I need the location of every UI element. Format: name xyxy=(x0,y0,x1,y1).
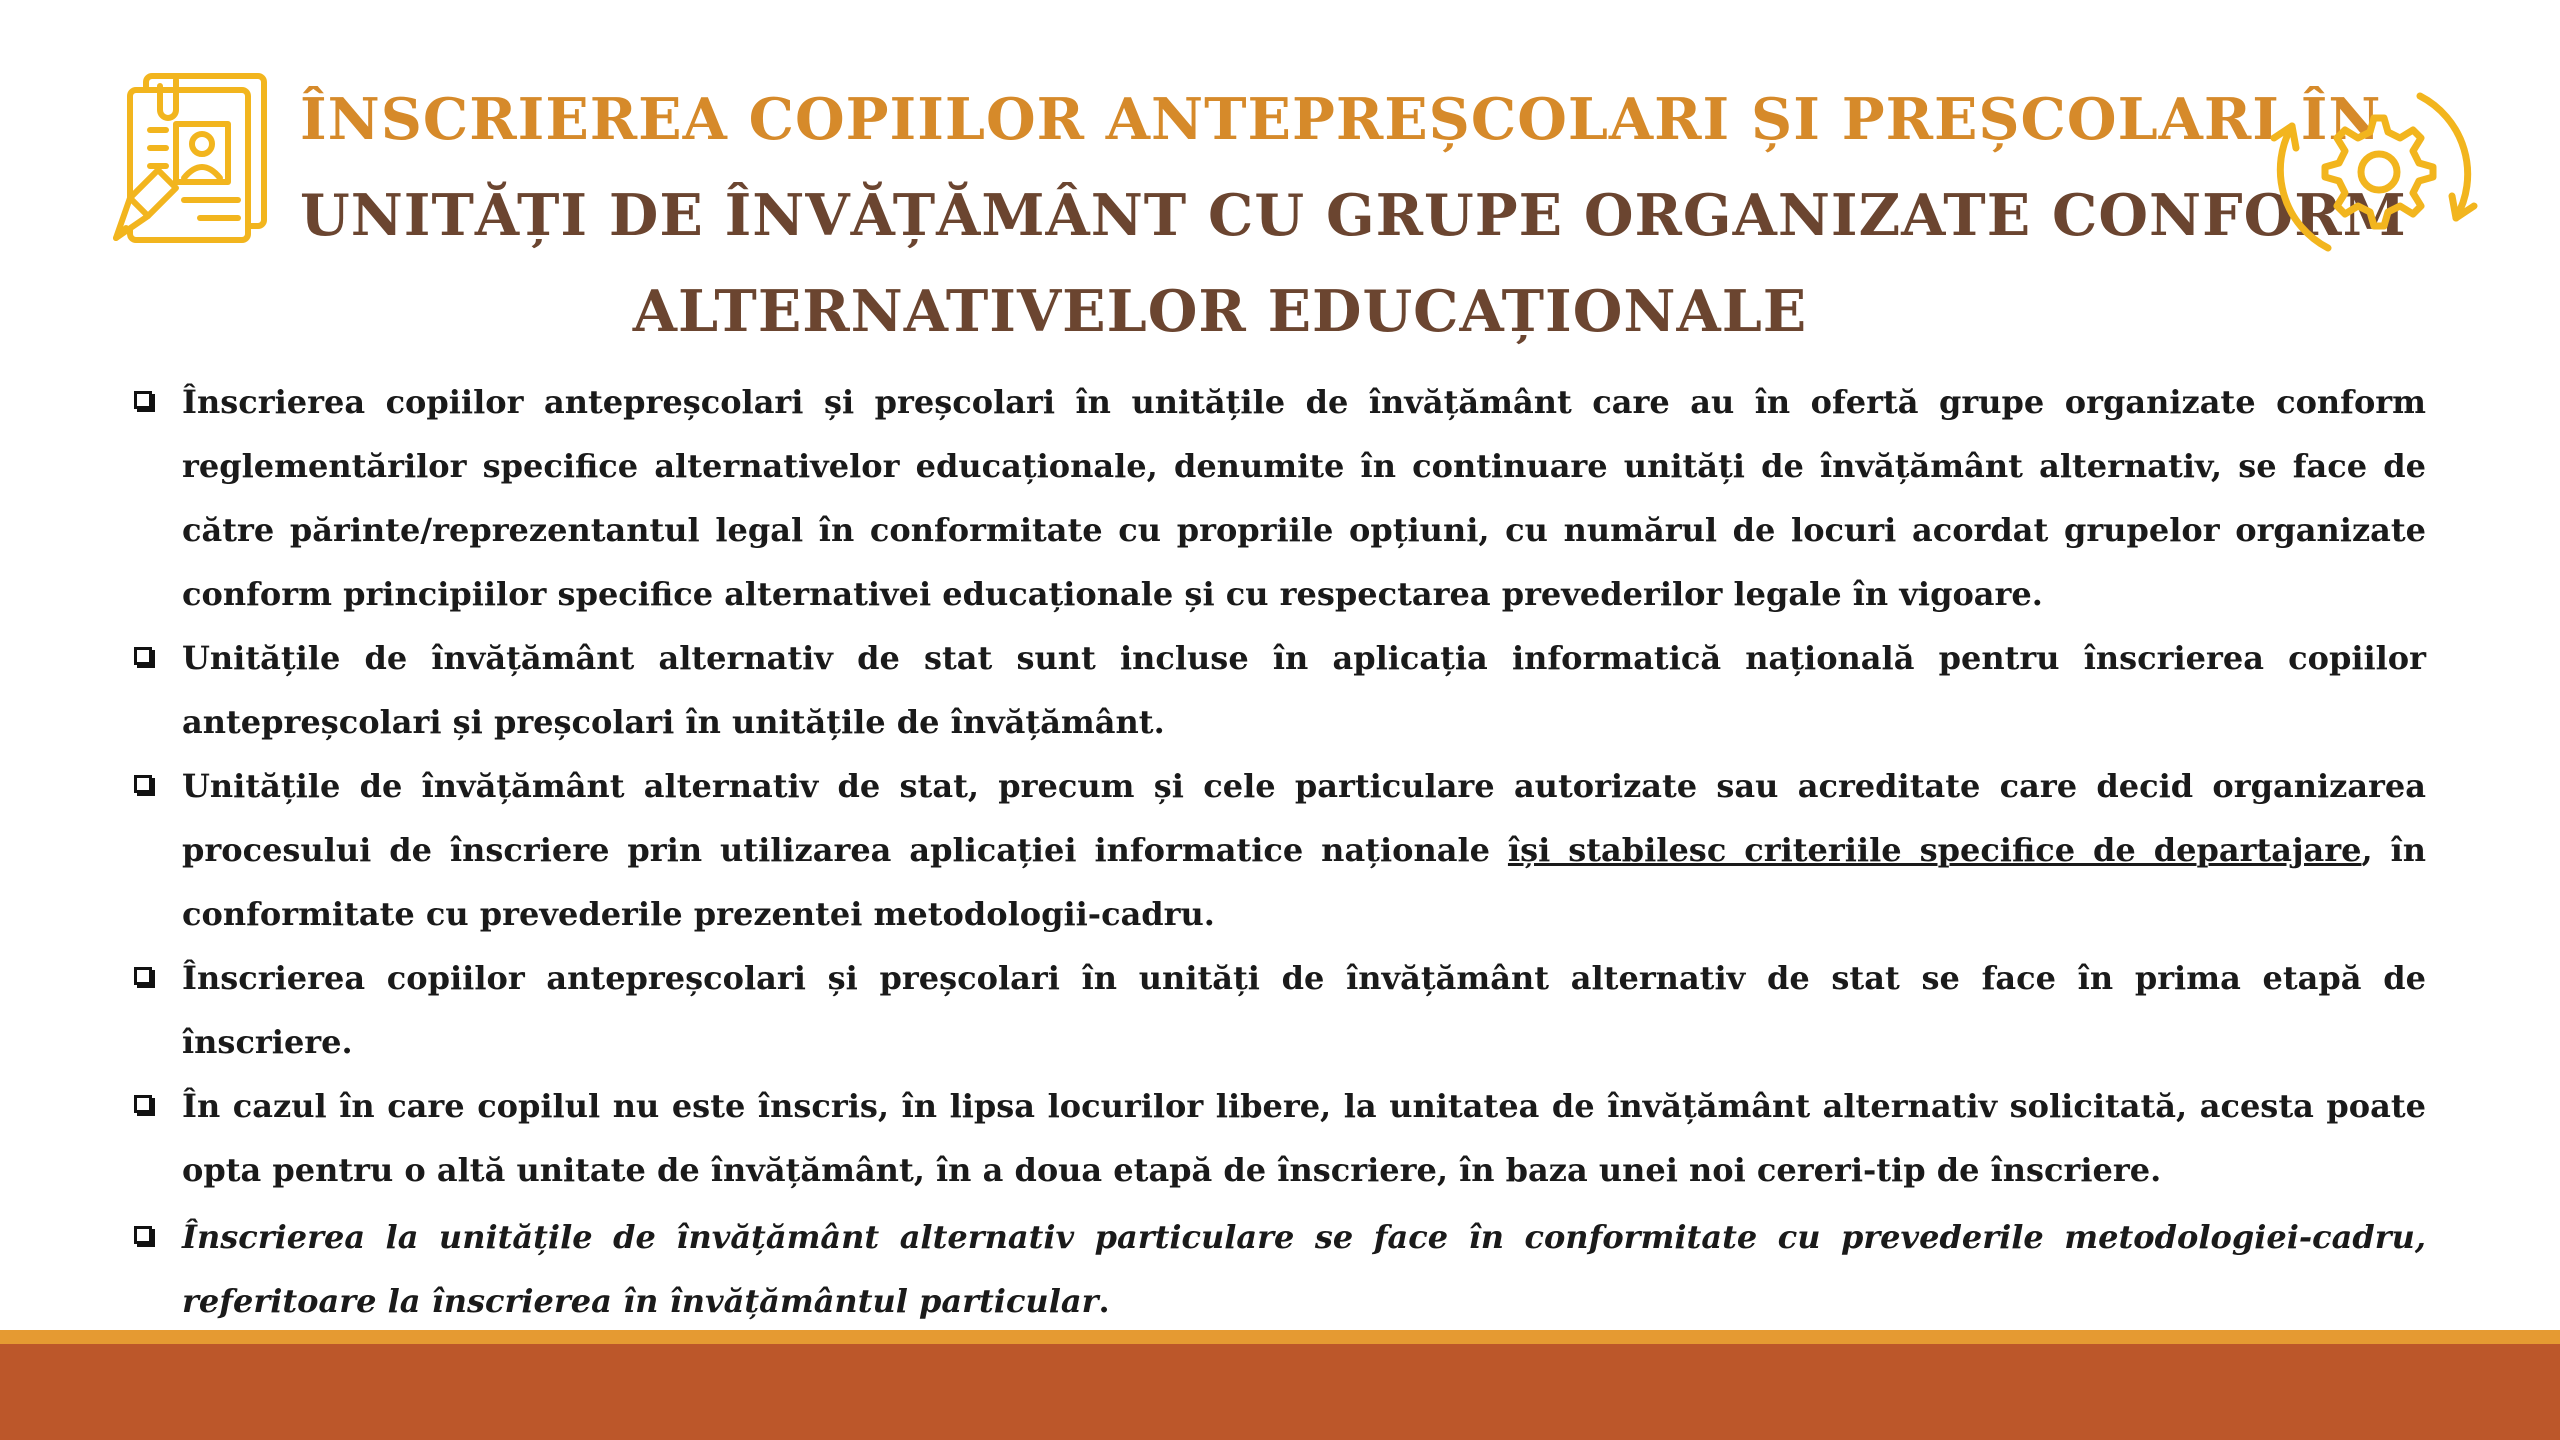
list-item xyxy=(134,370,2426,626)
checkbox-bullet-icon xyxy=(134,967,152,985)
footer-band xyxy=(0,1344,2560,1440)
list-item xyxy=(134,754,2426,946)
checkbox-bullet-icon xyxy=(134,647,152,665)
bullet-text: , în conformitate cu prevederile prezentei metodologii-cadru. xyxy=(182,831,2427,933)
list-item xyxy=(134,946,2426,1074)
bullet-text: Unitățile de învățământ alternativ de stat sunt incluse în aplicația informatică națională pentru înscrierea copiilor antepreșcolari și preșcolari în unitățile de învățământ. xyxy=(182,639,2426,741)
title-line-1: ÎNSCRIEREA COPIILOR ANTEPREȘCOLARI ȘI PREȘCOLARI ÎN xyxy=(300,86,2382,153)
list-item xyxy=(134,1205,2426,1333)
bullet-text: În cazul în care copilul nu este înscris, în lipsa locurilor libere, la unitatea de învățământ alternativ solicitată, acesta poate opta pentru o altă unitate de învățământ, în a doua etapă de înscriere, în baza unei noi cereri-tip de înscriere. xyxy=(182,1087,2426,1189)
checkbox-bullet-icon xyxy=(134,1095,152,1113)
bullet-list xyxy=(134,370,2426,1333)
title-line-2: UNITĂȚI DE ÎNVĂȚĂMÂNT CU GRUPE ORGANIZATE CONFORM xyxy=(300,182,2407,249)
page-title xyxy=(300,72,2407,360)
bullet-text-underlined: își stabilesc criteriile specifice de departajare xyxy=(1507,831,2362,869)
checkbox-bullet-icon xyxy=(134,775,152,793)
document-form-icon xyxy=(104,68,290,254)
bullet-text-italic: Înscrierea la unitățile de învățământ alternativ particulare se face în conformitate cu prevederile metodologiei-cadru, referitoare la înscrierea în învățământul particular xyxy=(182,1218,2426,1320)
bullet-text: Înscrierea copiilor antepreșcolari și preșcolari în unități de învățământ alternativ de stat se face în prima etapă de înscriere. xyxy=(182,959,2426,1061)
bullet-text: . xyxy=(1098,1282,1110,1320)
bullet-text: Unitățile de învățământ alternativ de stat, precum și cele particulare autorizate sau acreditate care decid organizarea procesului de înscriere prin utilizarea aplicației informatice naționale xyxy=(182,767,2426,869)
title-line-3: ALTERNATIVELOR EDUCAȚIONALE xyxy=(632,278,1808,345)
checkbox-bullet-icon xyxy=(134,391,152,409)
list-item xyxy=(134,1074,2426,1202)
bullet-text: Înscrierea copiilor antepreșcolari și preșcolari în unitățile de învățământ care au în ofertă grupe organizate conform reglementărilor specifice alternativelor educaționale, denumite în continuare unități de învățământ alternativ, se face de către părinte/reprezentantul legal în conformitate cu propriile opțiuni, cu numărul de locuri acordat grupelor organizate conform principiilor specifice alternativei educaționale și cu respectarea prevederilor legale în vigoare. xyxy=(182,383,2426,613)
gear-refresh-icon xyxy=(2270,68,2478,276)
footer-stripe xyxy=(0,1330,2560,1344)
checkbox-bullet-icon xyxy=(134,1226,152,1244)
list-item xyxy=(134,626,2426,754)
